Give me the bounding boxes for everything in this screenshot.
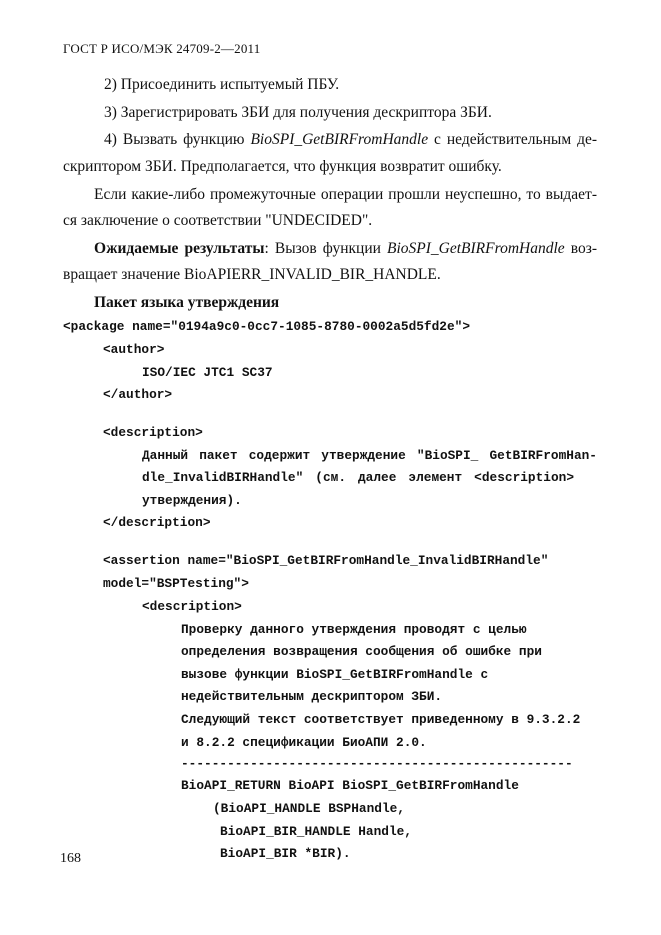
step-4-text: 4) Вызвать функцию — [104, 131, 251, 148]
code-author-open: <author> — [103, 342, 165, 357]
code-inner-line: BioAPI_RETURN BioAPI BioSPI_GetBIRFromHandle — [181, 778, 519, 793]
expected-function: BioSPI_GetBIRFromHandle — [387, 240, 565, 257]
code-inner-line: и 8.2.2 спецификации БиоАПИ 2.0. — [181, 735, 427, 750]
code-description-line-2: dle_InvalidBIRHandle" (см. далее элемент <description> — [142, 470, 574, 485]
note-line-1: Если какие-либо промежуточные операции прошли неуспешно, то выдает- — [94, 186, 597, 203]
note-line-2: ся заключение о соответствии "UNDECIDED". — [63, 212, 373, 229]
step-2: 2) Присоединить испытуемый ПБУ. — [104, 76, 340, 93]
code-inner-line: Следующий текст соответствует приведенному в 9.3.2.2 — [181, 712, 581, 727]
code-description-line-3: утверждения). — [142, 493, 242, 508]
expected-text: : Вызов функции — [264, 240, 388, 257]
expected-line-2: вращает значение BioAPIERR_INVALID_BIR_HANDLE. — [63, 266, 441, 283]
expected-results — [94, 240, 597, 258]
code-inner-description-open: <description> — [142, 599, 242, 614]
code-package-open: <package name="0194a9c0-0cc7-1085-8780-0002a5d5fd2e"> — [63, 319, 471, 334]
expected-label: Ожидаемые результаты — [94, 240, 265, 257]
code-inner-line: недействительным дескриптором ЗБИ. — [181, 689, 443, 704]
code-assertion-line-2: model="BSPTesting"> — [103, 576, 249, 591]
code-author-close: </author> — [103, 387, 173, 402]
code-separator-line: --------------------------------------------------- — [181, 756, 573, 771]
code-param-line: BioAPI_BIR_HANDLE Handle, — [220, 824, 412, 839]
package-heading: Пакет языка утверждения — [94, 294, 280, 311]
code-author-value: ISO/IEC JTC1 SC37 — [142, 365, 273, 380]
step-4-function: BioSPI_GetBIRFromHandle — [250, 131, 429, 148]
step-4 — [104, 131, 597, 149]
step-4-tail: с недействительным де- — [428, 131, 597, 148]
code-inner-line: Проверку данного утверждения проводят с целью — [181, 622, 527, 637]
code-inner-line: определения возвращения сообщения об ошибке при — [181, 644, 542, 659]
code-param-line: BioAPI_BIR *BIR). — [220, 846, 351, 861]
code-assertion-line-1: <assertion name="BioSPI_GetBIRFromHandle_InvalidBIRHandle" — [103, 553, 549, 568]
step-3: 3) Зарегистрировать ЗБИ для получения дескриптора ЗБИ. — [104, 104, 492, 121]
code-param-line: (BioAPI_HANDLE BSPHandle, — [213, 801, 405, 816]
code-description-close: </description> — [103, 515, 211, 530]
step-4-continuation: скриптором ЗБИ. Предполагается, что функция возвратит ошибку. — [63, 158, 502, 175]
page-header: ГОСТ Р ИСО/МЭК 24709-2—2011 — [63, 41, 261, 56]
expected-tail: воз- — [564, 240, 597, 257]
code-inner-line: вызове функции BioSPI_GetBIRFromHandle с — [181, 667, 489, 682]
page-number: 168 — [60, 851, 81, 866]
code-description-open: <description> — [103, 425, 203, 440]
code-description-line-1: Данный пакет содержит утверждение "BioSPI_ GetBIRFromHan- — [142, 448, 597, 463]
